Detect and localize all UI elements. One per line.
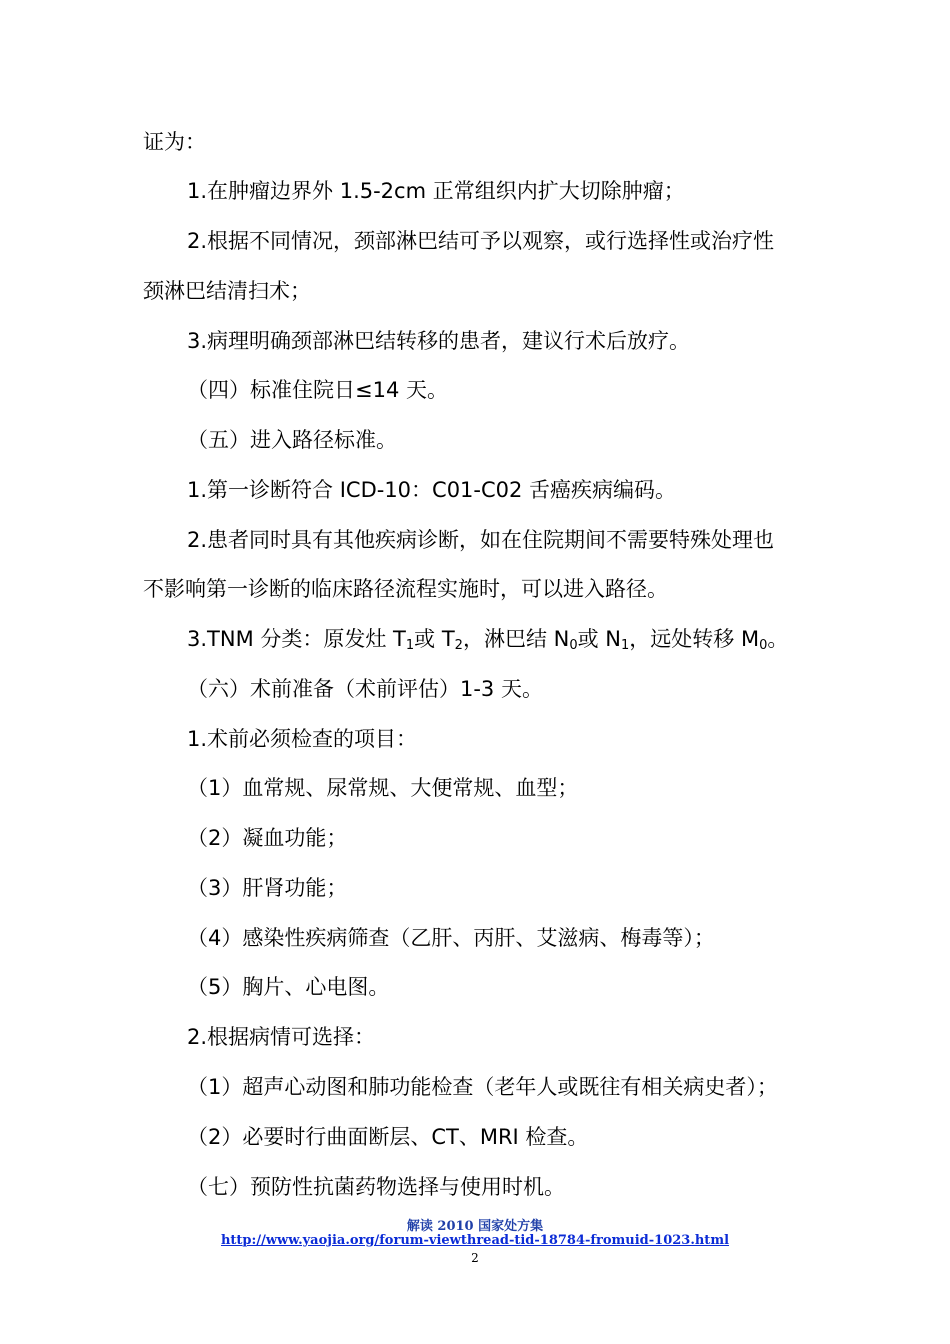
n0-subscript: 0 [569, 638, 578, 653]
text-line: 1.第一诊断符合 ICD-10：C01-C02 舌癌疾病编码。 [187, 478, 677, 502]
t2-subscript: 2 [454, 638, 463, 653]
list-item: （5）胸片、心电图。 [187, 975, 390, 999]
list-item: （2）凝血功能； [187, 826, 348, 850]
tnm-end: 。 [767, 627, 789, 651]
text-line: 2.根据不同情况，颈部淋巴结可予以观察，或行选择性或治疗性 [187, 229, 775, 253]
tnm-or-2: 或 N [577, 627, 622, 651]
section-heading: （七）预防性抗菌药物选择与使用时机。 [187, 1175, 565, 1199]
list-item: （1）超声心动图和肺功能检查（老年人或既往有相关病史者）； [187, 1075, 778, 1099]
page-number: 2 [471, 1251, 479, 1265]
text-line: 证为： [143, 130, 206, 154]
tnm-prefix: 3.TNM 分类：原发灶 T [187, 627, 406, 651]
text-line: 2.患者同时具有其他疾病诊断，如在住院期间不需要特殊处理也 [187, 528, 775, 552]
section-heading: （五）进入路径标准。 [187, 428, 397, 452]
t1-subscript: 1 [405, 638, 415, 653]
footer-link[interactable]: http://www.yaojia.org/forum-viewthread-tid-18784-fromuid-1023.html [220, 1233, 730, 1248]
footer-title: 解读 2010 国家处方集 [406, 1219, 544, 1234]
text-line: 颈淋巴结清扫术； [143, 279, 311, 303]
tnm-tail: ，远处转移 M [629, 627, 760, 651]
section-heading: （六）术前准备（术前评估）1-3 天。 [187, 677, 543, 701]
tnm-mid: ，淋巴结 N [462, 627, 570, 651]
list-item: （3）肝肾功能； [187, 876, 348, 900]
text-line: 1.术前必须检查的项目： [187, 727, 418, 751]
list-item: （4）感染性疾病筛查（乙肝、丙肝、艾滋病、梅毒等）； [187, 926, 715, 950]
text-line: 2.根据病情可选择： [187, 1025, 376, 1049]
text-line: 3.病理明确颈部淋巴结转移的患者，建议行术后放疗。 [187, 329, 691, 353]
m0-subscript: 0 [759, 638, 768, 653]
text-line: 不影响第一诊断的临床路径流程实施时，可以进入路径。 [143, 577, 668, 601]
tnm-or-1: 或 T [414, 627, 455, 651]
n1-subscript: 1 [621, 638, 630, 653]
list-item: （1）血常规、尿常规、大便常规、血型； [187, 776, 579, 800]
text-line: 1.在肿瘤边界外 1.5-2cm 正常组织内扩大切除肿瘤； [187, 179, 685, 203]
tnm-classification-line [0, 624, 950, 661]
section-heading: （四）标准住院日≤14 天。 [187, 378, 448, 402]
list-item: （2）必要时行曲面断层、CT、MRI 检查。 [187, 1125, 589, 1149]
